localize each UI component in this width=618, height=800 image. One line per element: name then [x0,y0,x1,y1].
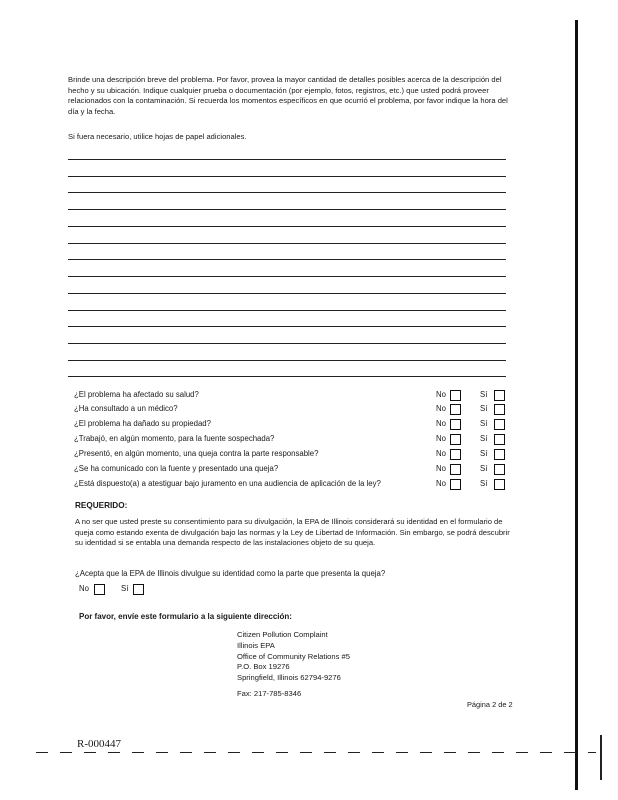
consent-no-checkbox[interactable] [94,584,105,595]
yes-checkbox[interactable] [494,479,505,490]
no-checkbox[interactable] [450,434,461,445]
instructions-paragraph: Brinde una descripción breve del problema. Por favor, provea la mayor cantidad de detalles posibles acerca de la descripción del hecho y su ubicación. Indique cualquier prueba o documentación (por ejemplo, fotos, registros, etc.) que usted podrá proveer relacionados con la contaminación. Si recuerda los momentos específicos en que ocurrió el problema, por favor indique la hora del día y la fecha. [68,75,508,116]
no-checkbox[interactable] [450,404,461,415]
yes-checkbox[interactable] [494,449,505,460]
required-heading: REQUERIDO: [75,501,128,510]
required-paragraph: A no ser que usted preste su consentimiento para su divulgación, la EPA de Illinois considerará su identidad en el formulario de queja como estando exenta de divulgación bajo las normas y la Ley de Libertad de Información. Sin embargo, se podrá descubrir su identidad si se entabla una demanda respecto de las instalaciones objeto de su queja. [75,517,510,548]
no-label: No [436,419,446,428]
send-instructions: Por favor, envíe este formulario a la siguiente dirección: [79,612,292,621]
yes-label: Sí [480,419,488,428]
question-text: ¿El problema ha dañado su propiedad? [74,419,211,428]
no-label: No [436,449,446,458]
yes-checkbox[interactable] [494,464,505,475]
question-row [74,434,514,447]
address-line: Office of Community Relations #5 [237,651,350,661]
description-line[interactable] [68,360,506,361]
description-line[interactable] [68,192,506,193]
address-line: Citizen Pollution Complaint [237,630,328,639]
no-checkbox[interactable] [450,449,461,460]
description-line[interactable] [68,326,506,327]
description-line[interactable] [68,310,506,311]
question-row [74,419,514,432]
description-line[interactable] [68,276,506,277]
scan-edge-line [575,20,578,790]
question-row [74,479,514,492]
description-line[interactable] [68,259,506,260]
question-row [74,464,514,477]
document-id: R-000447 [77,738,121,750]
description-line[interactable] [68,176,506,177]
question-text: ¿Se ha comunicado con la fuente y presentado una queja? [74,464,279,473]
yes-checkbox[interactable] [494,404,505,415]
extra-sheets-note: Si fuera necesario, utilice hojas de papel adicionales. [68,132,247,141]
address-line: Illinois EPA [237,640,275,650]
question-text: ¿Ha consultado a un médico? [74,404,178,413]
description-line[interactable] [68,343,506,344]
no-label: No [436,464,446,473]
no-checkbox[interactable] [450,479,461,490]
question-text: ¿Presentó, en algún momento, una queja contra la parte responsable? [74,449,319,458]
dashed-footer-line [36,752,596,753]
question-row [74,404,514,417]
yes-label: Sí [480,479,488,488]
yes-checkbox[interactable] [494,390,505,401]
yes-label: Sí [480,434,488,443]
question-row [74,390,514,403]
question-text: ¿Está dispuesto(a) a atestiguar bajo juramento en una audiencia de aplicación de la ley? [74,479,381,488]
yes-checkbox[interactable] [494,419,505,430]
description-line[interactable] [68,209,506,210]
question-text: ¿El problema ha afectado su salud? [74,390,199,399]
consent-no-label: No [79,584,89,593]
consent-question: ¿Acepta que la EPA de Illinois divulgue su identidad como la parte que presenta la queja? [75,569,386,578]
scan-edge-mark [600,735,602,780]
no-label: No [436,390,446,399]
yes-label: Sí [480,404,488,413]
fax-number: Fax: 217-785-8346 [237,689,302,698]
description-line[interactable] [68,159,506,160]
yes-label: Sí [480,464,488,473]
no-checkbox[interactable] [450,419,461,430]
no-label: No [436,404,446,413]
yes-checkbox[interactable] [494,434,505,445]
consent-yes-label: Sí [121,584,129,593]
page-number: Página 2 de 2 [467,700,513,709]
no-label: No [436,479,446,488]
yes-label: Sí [480,390,488,399]
description-line[interactable] [68,293,506,294]
question-text: ¿Trabajó, en algún momento, para la fuente sospechada? [74,434,275,443]
address-line: Springfield, Illinois 62794-9276 [237,673,341,683]
description-line[interactable] [68,226,506,227]
description-line[interactable] [68,243,506,244]
yes-label: Sí [480,449,488,458]
question-row [74,449,514,462]
no-label: No [436,434,446,443]
no-checkbox[interactable] [450,464,461,475]
mailing-address [237,630,350,684]
address-line: P.O. Box 19276 [237,662,290,672]
consent-yes-checkbox[interactable] [133,584,144,595]
description-line[interactable] [68,376,506,377]
no-checkbox[interactable] [450,390,461,401]
